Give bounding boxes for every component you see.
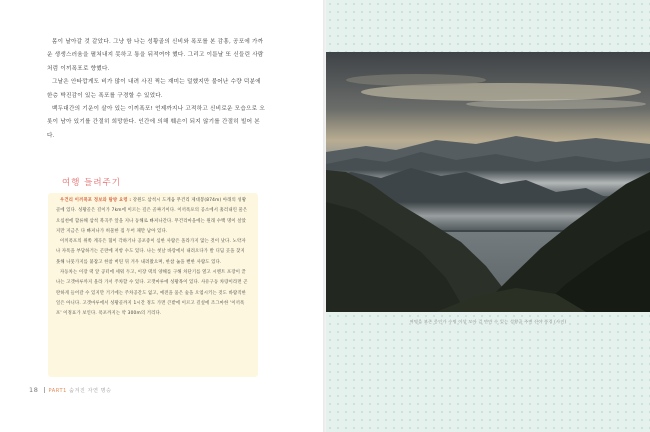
right-page [326, 0, 650, 432]
mountain-landscape-image [326, 52, 650, 312]
info-heading: 우건리 이끼폭포 정보와 탐방 요령 : [60, 198, 132, 203]
page-number: 18 [29, 386, 39, 394]
page-footer [29, 386, 112, 396]
info-paragraph: 자동차는 이장 댁 앞 공터에 세워 두고, 이장 댁의 양해를 구해 차단기를 열고 시멘트 포장이 끝나는 고갯마루까지 올라 가서 주차할 수 있다. 고갯마루에 성황목이 있다. 사유구동 차량이라면 곤란하게 들어갈 수 있지만 거기에는 주차공간도 없고, 예전을 품은 숲을 오염시키는 것도 바람직한 일은 아니다. 고갯마루에서 성황골까지 1시간 정도 가면 큰밭에 이르고 길섶에 조그마한 '이끼폭포' 이정표가 보인다. 폭포까지는 약 300m의 거리다. [56, 270, 248, 317]
paragraph: 백두대간의 기운이 살아 있는 이끼폭포! 언제까지나 고적하고 신비로운 모습으로 오롯이 남아 있기를 간절히 희망한다. 인간에 의해 훼손이 되지 않기를 간절히 빌어 본다. [47, 106, 265, 139]
travel-info-box [48, 193, 258, 377]
main-body-text [47, 36, 265, 143]
paragraph: 몸이 날아갈 것 같았다. 그냥 함 나는 성황골의 신비와 폭포를 본 감흥, 공포에 가까운 생생스러움을 펼쳐내지 못하고 통을 뒤적여야 했다. 그리고 이튿날 또 신들린 사람처럼 이끼폭포로 향했다. [47, 39, 264, 72]
sidebar-box-title [48, 174, 168, 190]
paragraph: 그날은 안타깝게도 비가 많이 내려 사진 찍는 재미는 덜했지만 불어난 수량 덕분에 한층 박진감이 있는 폭포를 구경할 수 있었다. [47, 79, 261, 99]
part-label: PART1 [48, 388, 67, 394]
mountain-photo [326, 52, 650, 312]
info-paragraph-text: 강원도 삼척시 도계읍 무건리 제대봉(874m) 아래의 성황골에 있다. 성황골은 길이가 7km에 이르는 깊은 골짜기이다. 이끼폭포의 공소에서 흘러내린 물은 오십천에 합류해 삼척 북곡주 앞을 지나 동해로 빠져나간다. 무건리마을에는 원래 수백 명이 살았지만 지금은 다 빠져나가 허물한 집 두어 채만 남아 있다. [56, 198, 248, 234]
travel-info-text [56, 196, 250, 320]
info-paragraph [56, 196, 250, 237]
photo-caption: 여명을 보존 몽인가 수명 이상 모아 걸 만만 수 있는 성황골 주변 산야 풍경 (사진) [409, 319, 567, 324]
footer-divider [44, 387, 45, 393]
section-title: 숨겨진 자연 명승 [69, 388, 112, 394]
info-paragraph: 이끼폭포의 위쪽 계곡은 협이 각하거나 공포증이 심한 사람은 올라가지 않는 것이 낫다. 노약자나 자폭을 부담하거는 곤란에 저항 수도 있다. 나는 첫날 바랑에서 내려오다가 발 디딤 곳을 찾지 못해 나뭇가지를 붙잡고 한참 버틴 뒤 겨우 내려왔으며, 한참 눕을 뻔한 사람도 있다. [56, 239, 246, 265]
box-title-text: 여행 들려주기 [62, 178, 121, 188]
